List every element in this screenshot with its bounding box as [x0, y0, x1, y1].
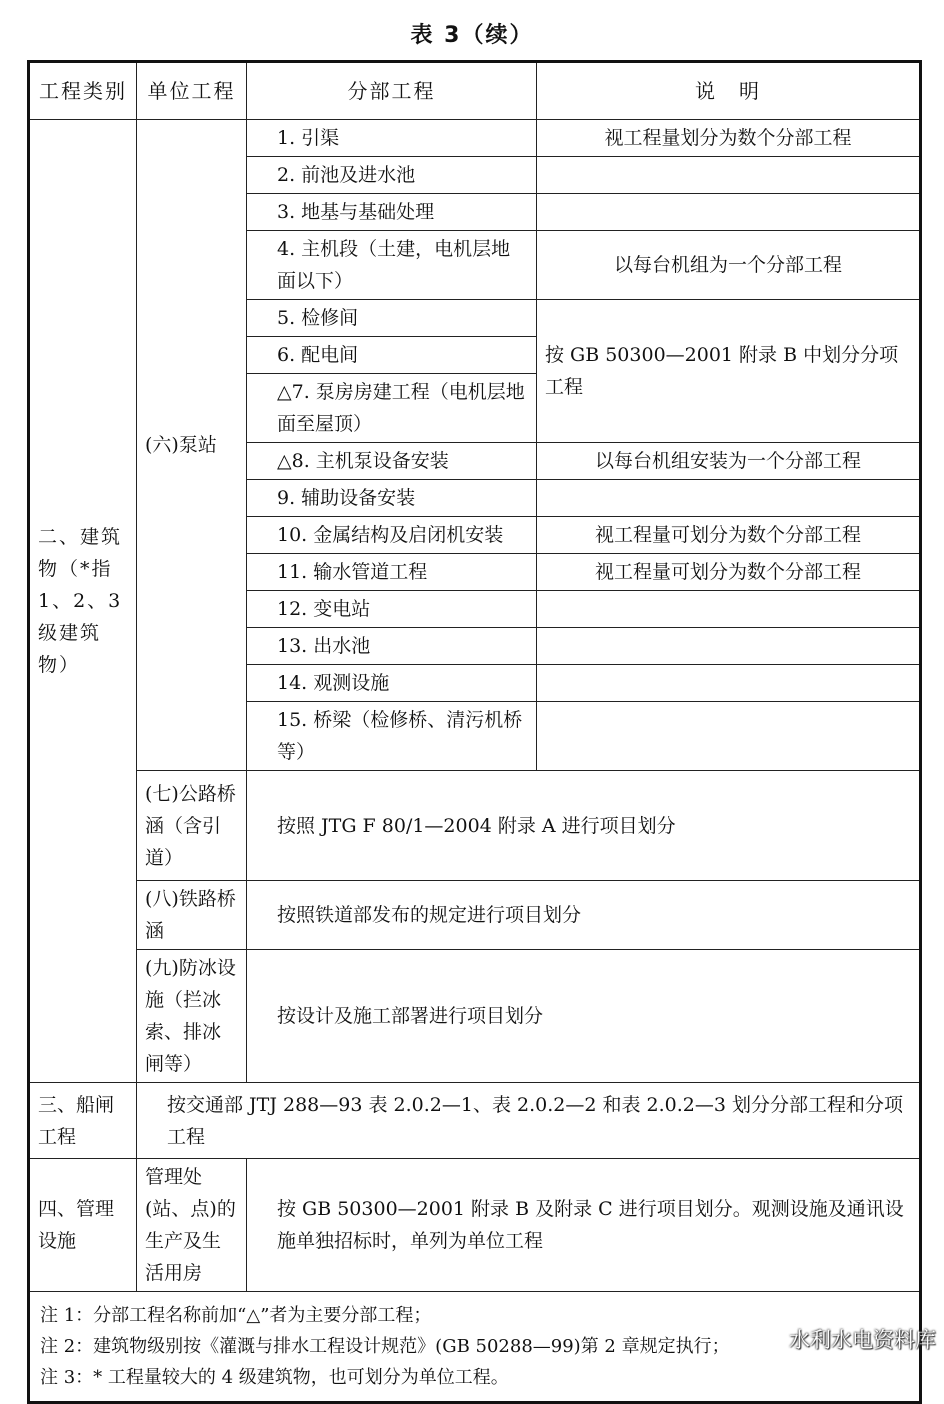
note-cell: 按 GB 50300—2001 附录 B 中划分分项工程 [537, 300, 921, 443]
division-cell: 6. 配电间 [247, 337, 537, 374]
project-division-table [27, 60, 922, 1404]
table-row [29, 881, 921, 950]
table-title: 表 3（续） [410, 23, 534, 48]
table-row [29, 120, 921, 157]
unit-ice-protection: (九)防冰设施（拦冰索、排冰闸等） [137, 950, 247, 1083]
header-row [29, 62, 921, 120]
table-row [29, 771, 921, 881]
note-cell: 视工程量可划分为数个分部工程 [537, 554, 921, 591]
division-cell: 4. 主机段（土建，电机层地面以下） [247, 231, 537, 300]
header-division: 分部工程 [247, 62, 537, 120]
division-cell: 13. 出水池 [247, 628, 537, 665]
note-cell: 视工程量划分为数个分部工程 [537, 120, 921, 157]
note-cell: 视工程量可划分为数个分部工程 [537, 517, 921, 554]
note-cell: 以每台机组为一个分部工程 [537, 231, 921, 300]
division-cell: 10. 金属结构及启闭机安装 [247, 517, 537, 554]
category-management: 四、管理设施 [29, 1159, 137, 1292]
note-cell [537, 194, 921, 231]
table-row [29, 950, 921, 1083]
unit-management-housing: 管理处(站、点)的生产及生活用房 [137, 1159, 247, 1292]
watermark [765, 1324, 936, 1354]
division-cell: 9. 辅助设备安装 [247, 480, 537, 517]
division-cell: 15. 桥梁（检修桥、清污机桥等） [247, 702, 537, 771]
note-cell [537, 157, 921, 194]
division-cell: 3. 地基与基础处理 [247, 194, 537, 231]
division-cell: 1. 引渠 [247, 120, 537, 157]
wechat-icon [765, 1331, 785, 1351]
division-cell: 11. 输水管道工程 [247, 554, 537, 591]
unit-railway-bridge: (八)铁路桥涵 [137, 881, 247, 950]
header-note: 说 明 [537, 62, 921, 120]
description-cell: 按 GB 50300—2001 附录 B 及附录 C 进行项目划分。观测设施及通讯设施单独招标时，单列为单位工程 [247, 1159, 921, 1292]
header-category: 工程类别 [29, 62, 137, 120]
note-cell: 以每台机组安装为一个分部工程 [537, 443, 921, 480]
description-cell: 按照 JTG F 80/1—2004 附录 A 进行项目划分 [247, 771, 921, 881]
division-cell: △8. 主机泵设备安装 [247, 443, 537, 480]
division-cell: 2. 前池及进水池 [247, 157, 537, 194]
note-3: 注 3：* 工程量较大的 4 级建筑物，也可划分为单位工程。 [40, 1367, 509, 1388]
division-cell: 5. 检修间 [247, 300, 537, 337]
note-cell [537, 702, 921, 771]
table-row [29, 1159, 921, 1292]
note-cell [537, 665, 921, 702]
description-cell: 按交通部 JTJ 288—93 表 2.0.2—1、表 2.0.2—2 和表 2.0.2—3 划分分部工程和分项工程 [137, 1083, 921, 1159]
note-cell [537, 591, 921, 628]
watermark-text: 水利水电资料库 [789, 1328, 936, 1352]
table-row [29, 1083, 921, 1159]
unit-highway-bridge: (七)公路桥涵（含引道） [137, 771, 247, 881]
description-cell: 按设计及施工部署进行项目划分 [247, 950, 921, 1083]
note-2: 注 2：建筑物级别按《灌溉与排水工程设计规范》(GB 50288—99)第 2 章规定执行； [40, 1336, 730, 1357]
note-cell [537, 480, 921, 517]
unit-pump-station: (六)泵站 [137, 120, 247, 771]
header-unit: 单位工程 [137, 62, 247, 120]
category-buildings: 二、建筑物（*指1、2、3级建筑物） [29, 120, 137, 1083]
description-cell: 按照铁道部发布的规定进行项目划分 [247, 881, 921, 950]
note-cell [537, 628, 921, 665]
division-cell: 12. 变电站 [247, 591, 537, 628]
division-cell: 14. 观测设施 [247, 665, 537, 702]
note-1: 注 1：分部工程名称前加“△”者为主要分部工程； [40, 1305, 432, 1326]
category-ship-lock: 三、船闸工程 [29, 1083, 137, 1159]
division-cell: △7. 泵房房建工程（电机层地面至屋顶） [247, 374, 537, 443]
